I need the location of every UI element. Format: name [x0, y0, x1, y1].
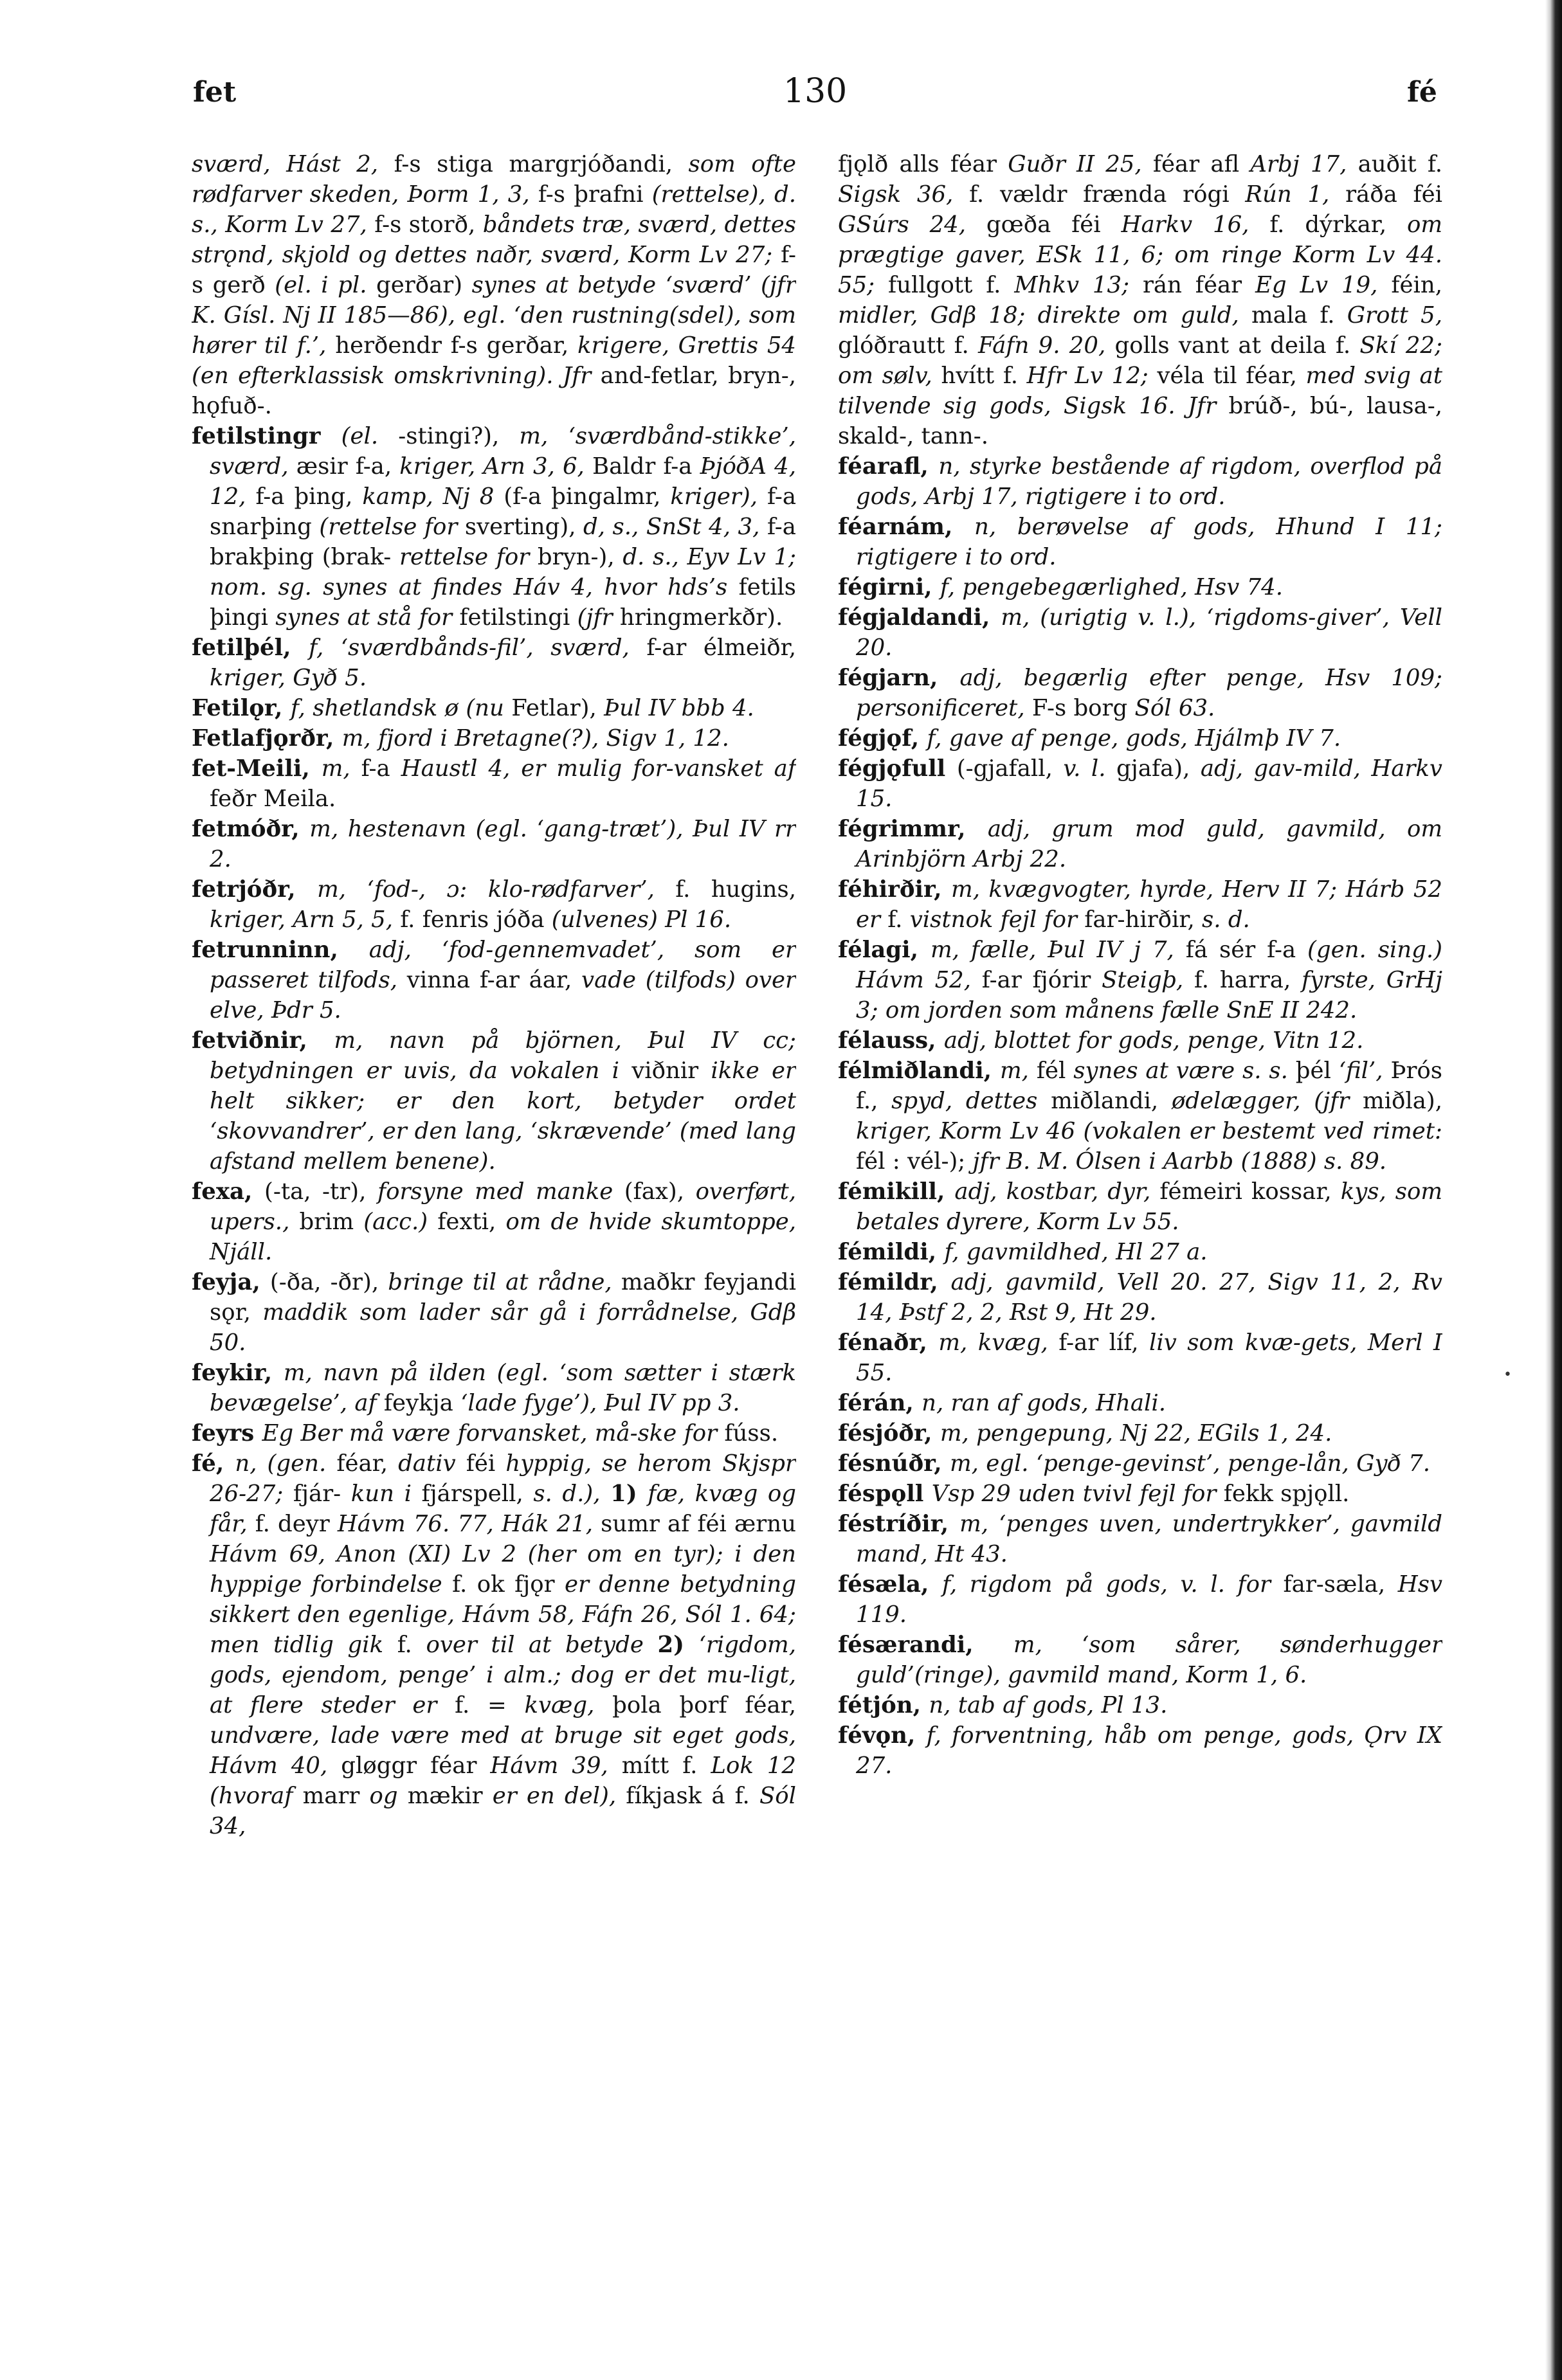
source-text: véla til féar,	[1157, 363, 1306, 389]
definition-text: Eg Ber må være forvansket, må-ske for	[262, 1420, 725, 1447]
definition-text: adj, ‘fod-gennemvadet’, som er passeret tilfods,	[210, 937, 796, 993]
headword: félauss,	[838, 1027, 944, 1054]
definition-text: adj, begærlig efter penge, Hsv 109; personificeret,	[856, 665, 1442, 721]
definition-text: ‘rigdom, gods, ejendom, penge’ i alm.; dog er det mu-ligt, at flere steder er	[210, 1632, 796, 1718]
definition-text: m,	[999, 1058, 1037, 1084]
definition-text: d, s., SnSt 4, 3,	[583, 514, 767, 540]
definition-text: adj, gavmild, Vell 20. 27, Sigv 11, 2, Rv 14, Þstf 2, 2, Rst 9, Ht 29.	[856, 1269, 1442, 1326]
dictionary-entry	[838, 1388, 1442, 1418]
source-text: f-ar líf,	[1058, 1330, 1149, 1356]
source-text: f-a	[361, 755, 401, 782]
source-text: (-gjafall,	[956, 755, 1064, 782]
definition-text: (el. i pl.	[275, 272, 376, 298]
source-text: brúð-, bú-, lausa-, skald-, tann-.	[838, 393, 1442, 449]
headword: fégirni,	[838, 574, 940, 600]
source-text: fúss.	[724, 1420, 779, 1447]
definition-text: om de hvide skumtoppe, Njáll.	[210, 1209, 796, 1265]
headword: fésjóðr,	[838, 1420, 940, 1447]
definition-text: krigere, Grettis 54 (en efterklassisk omskrivning). Jfr	[192, 332, 796, 389]
dictionary-entry	[838, 512, 1442, 572]
source-text: f.	[397, 1632, 426, 1658]
definition-text: m, hestenavn (egl. ‘gang-træt’), Þul IV rr 2.	[210, 816, 796, 872]
headword: fémildi,	[838, 1239, 945, 1265]
source-text: gerðar)	[376, 272, 472, 298]
dictionary-entry	[838, 1328, 1442, 1388]
definition-text: Sól 34,	[210, 1783, 796, 1839]
source-text: herðendr f-s gerðar,	[335, 332, 578, 359]
definition-text: f, pengebegærlighed, Hsv 74.	[940, 574, 1284, 600]
source-text: viðnir	[631, 1058, 711, 1084]
dictionary-entry	[838, 1267, 1442, 1328]
definition-text: (el.	[341, 423, 399, 449]
source-text: (-ða, -ðr),	[269, 1269, 388, 1295]
definition-text: Steigþ,	[1102, 967, 1194, 993]
definition-text: Lok 12 (hvoraf	[210, 1753, 796, 1809]
definition-text: Harkv 16,	[1121, 212, 1270, 238]
definition-text: fyrste, GrHj 3; om jorden som månens fælle SnE II 242.	[856, 967, 1442, 1023]
headword: fetrjóðr,	[192, 876, 318, 903]
scan-edge-shadow	[1545, 0, 1562, 2380]
source-text: gœða féi	[986, 212, 1122, 238]
dictionary-entry	[838, 874, 1442, 935]
source-text: fetils þingi	[210, 574, 796, 631]
headword: fétjón,	[838, 1692, 929, 1718]
source-text: æsir f-a,	[296, 453, 400, 480]
source-text: brim	[299, 1209, 364, 1235]
definition-text: forsyne med manke	[377, 1178, 624, 1205]
source-text: f. hugins,	[675, 876, 796, 903]
definition-text: v. l.	[1063, 755, 1117, 782]
dictionary-entry	[192, 1358, 796, 1418]
headword: fégjaldandi,	[838, 604, 1001, 631]
source-text: far-hirðir,	[1084, 906, 1203, 933]
source-text: (f-a þingalmr,	[504, 483, 671, 510]
definition-text: m, navn på ilden (egl. ‘som sætter i stærk bevægelse’, af	[210, 1360, 796, 1416]
source-text: f-s þrafni	[538, 181, 652, 208]
headword: féstríðir,	[838, 1511, 960, 1537]
headword: fégrimmr,	[838, 816, 988, 842]
right-column	[838, 149, 1442, 2335]
dictionary-entry	[838, 814, 1442, 874]
source-text: miðlandi,	[1051, 1088, 1172, 1114]
definition-text: GSúrs 24,	[838, 212, 986, 238]
source-text: sumr af féi ærnu	[601, 1511, 796, 1537]
definition-text: Þul IV bbb 4.	[604, 695, 754, 721]
definition-text: maddik som lader sår gå i forrådnelse, Gdβ 50.	[210, 1299, 796, 1356]
definition-text: (rettelse for	[319, 514, 465, 540]
dictionary-entry	[192, 633, 796, 693]
headword: férán,	[838, 1390, 922, 1416]
definition-text: ‘lade fyge’), Þul IV pp 3.	[460, 1390, 740, 1416]
dictionary-entry	[838, 1630, 1442, 1690]
headword: fégjǫf,	[838, 725, 927, 752]
definition-text: og	[369, 1783, 408, 1809]
dictionary-entry	[838, 1237, 1442, 1267]
definition-text: m, kvæg,	[938, 1330, 1059, 1356]
definition-text: f, shetlandsk ø (nu	[290, 695, 512, 721]
headword: 1)	[610, 1481, 648, 1507]
source-text: féi	[466, 1450, 506, 1477]
source-text: fjárspell,	[421, 1481, 534, 1507]
headword: fésnúðr,	[838, 1450, 950, 1477]
definition-text: Hávm 39,	[490, 1753, 622, 1779]
headword: fégjǫfull	[838, 755, 957, 782]
source-text: feðr Meila.	[210, 786, 336, 812]
stray-mark: •	[1503, 1367, 1512, 1383]
headword: fetilþél,	[192, 635, 309, 661]
definition-text: ‘fil’,	[1338, 1058, 1391, 1084]
definition-text: liv som kvæ-gets, Merl I 55.	[856, 1330, 1442, 1386]
source-text: marr	[302, 1783, 370, 1809]
definition-text: kriger, Korm Lv 46 (vokalen er bestemt ved rimet:	[856, 1118, 1442, 1144]
definition-text: med svig at tilvende sig gods, Sigsk 16. Jfr	[838, 363, 1442, 419]
dictionary-entry	[838, 602, 1442, 663]
definition-text: m, navn på björnen, Þul IV cc; betydningen er uvis, da vokalen i	[210, 1027, 796, 1084]
definition-text: n, tab af gods, Pl 13.	[929, 1692, 1168, 1718]
definition-text: n, (gen.	[235, 1450, 337, 1477]
definition-text: m, egl. ‘penge-gevinst’, penge-lån, Gyð 7.	[949, 1450, 1431, 1477]
definition-text: kamp, Nj 8	[362, 483, 504, 510]
definition-text: hyppig, se herom Skjspr 26-27;	[210, 1450, 796, 1507]
definition-text: vade (tilfods) over elve, Þdr 5.	[210, 967, 796, 1023]
definition-text: kun i	[350, 1481, 422, 1507]
source-text: f. harra,	[1194, 967, 1302, 993]
definition-text: f, rigdom på gods, v. l. for	[941, 1571, 1284, 1598]
definition-text: Grott 5,	[1347, 302, 1442, 329]
page-header	[0, 72, 1562, 121]
dictionary-entry	[192, 1267, 796, 1358]
definition-text: er en del),	[492, 1783, 626, 1809]
definition-text: båndets træ, sværd, dettes strǫnd, skjold og dettes naðr, sværd, Korm Lv 27;	[192, 212, 796, 268]
source-text: fullgott f.	[888, 272, 1015, 298]
source-text: gløggr féar	[341, 1753, 491, 1779]
definition-text: Skí 22; om sølv,	[838, 332, 1442, 389]
headword: fetilstingr	[192, 423, 341, 449]
definition-text: Fáfn 9. 20,	[978, 332, 1115, 359]
dictionary-entry	[192, 874, 796, 935]
dictionary-entry	[838, 753, 1442, 814]
definition-text: m, ‘penges uven, undertrykker’, gavmild mand, Ht 43.	[856, 1511, 1442, 1567]
dictionary-entry	[192, 1025, 796, 1176]
dictionary-entry	[838, 451, 1442, 512]
source-text: f-s gerð	[192, 242, 796, 298]
definition-text: som ofte rødfarver skeden, Þorm 1, 3,	[192, 151, 796, 208]
source-text: fél	[1036, 1058, 1074, 1084]
definition-text: s. d.	[1202, 906, 1250, 933]
headword: fé,	[192, 1450, 235, 1477]
source-text: f. =	[455, 1692, 525, 1718]
definition-text: Hsv 119.	[856, 1571, 1442, 1628]
dictionary-entry	[192, 1448, 796, 1841]
definition-text: midler, Gdβ 18; direkte om guld,	[838, 302, 1251, 329]
definition-text: m, (urigtig v. l.), ‘rigdoms-giver’, Vell 20.	[856, 604, 1442, 661]
definition-text: n, ran af gods, Hhali.	[922, 1390, 1166, 1416]
source-text: auðit f.	[1358, 151, 1442, 177]
source-text: f-ar élmeiðr,	[646, 635, 796, 661]
source-text: and-fetlar, bryn-, hǫfuð-.	[192, 363, 796, 419]
dictionary-entry	[192, 693, 796, 723]
definition-text: adj, grum mod guld, gavmild, om Arinbjörn Arbj 22.	[856, 816, 1442, 872]
headword: fetmóðr,	[192, 816, 310, 842]
dictionary-entry	[838, 663, 1442, 723]
headword: féarnám,	[838, 514, 975, 540]
source-text: Fetlar),	[511, 695, 604, 721]
definition-text: m, pengepung, Nj 22, EGils 1, 24.	[940, 1420, 1332, 1447]
entry-continuation	[192, 149, 796, 421]
dictionary-entry	[838, 572, 1442, 602]
dictionary-entry	[838, 1418, 1442, 1448]
dictionary-entry	[838, 1176, 1442, 1237]
source-text: Þrós f.,	[856, 1058, 1442, 1114]
headword: fésæla,	[838, 1571, 942, 1598]
source-text: feykja	[383, 1390, 461, 1416]
source-text: bryn-),	[537, 544, 623, 570]
definition-text: kvæg,	[524, 1692, 613, 1718]
source-text: fá sér f-a	[1185, 937, 1308, 963]
dictionary-entry	[838, 1720, 1442, 1781]
left-column	[192, 149, 796, 2335]
definition-text: m, ‘som sårer, sønderhugger guld’(ringe), gavmild mand, Korm 1, 6.	[856, 1632, 1442, 1688]
source-text: féar,	[336, 1450, 399, 1477]
source-text: fél : vél-);	[856, 1148, 973, 1175]
headword: fégjarn,	[838, 665, 960, 691]
headword: félagi,	[838, 937, 931, 963]
dictionary-entry	[838, 1690, 1442, 1720]
definition-text: jfr B. M. Ólsen i Aarbb (1888) s. 89.	[972, 1148, 1387, 1175]
source-text: f. ok fjǫr	[452, 1571, 565, 1598]
headword: feykir,	[192, 1360, 284, 1386]
headword: félmiðlandi,	[838, 1058, 1000, 1084]
source-text: mækir	[407, 1783, 493, 1809]
headword: fet-Meili,	[192, 755, 322, 782]
definition-text: s. d.),	[533, 1481, 611, 1507]
definition-text: m, ‘fod-, ɔ: klo-rødfarver’,	[317, 876, 676, 903]
source-text: f-ar fjórir	[981, 967, 1102, 993]
source-text: maðkr feyjandi sǫr,	[210, 1269, 796, 1326]
definition-text: ÞjóðA 4, 12,	[210, 453, 796, 510]
dictionary-entry	[838, 723, 1442, 753]
headword: fetviðnir,	[192, 1027, 334, 1054]
source-text: fetilstingi	[459, 604, 577, 631]
source-text: F-s borg	[1031, 695, 1135, 721]
source-text: f-s stiga margrjóðandi,	[394, 151, 689, 177]
dictionary-entry	[192, 753, 796, 814]
headword: féspǫll	[838, 1481, 932, 1507]
source-text: féar afl	[1152, 151, 1251, 177]
definition-text: (jfr	[577, 604, 620, 631]
definition-text: bringe til at rådne,	[388, 1269, 621, 1295]
definition-text: fæ, kvæg og får,	[210, 1481, 796, 1537]
definition-text: synes at stå for	[275, 604, 460, 631]
definition-text: (acc.)	[363, 1209, 438, 1235]
headword: fémikill,	[838, 1178, 955, 1205]
source-text: mala f.	[1251, 302, 1347, 329]
source-text: miðla),	[1362, 1088, 1442, 1114]
source-text: mítt f.	[621, 1753, 711, 1779]
dictionary-entry	[838, 1509, 1442, 1569]
definition-text: f, forventning, håb om penge, gods, Ǫrv IX 27.	[856, 1722, 1442, 1779]
definition-text: (rettelse), d. s., Korm Lv 27,	[192, 181, 796, 238]
definition-text: kriger, Arn 3, 6,	[399, 453, 592, 480]
definition-text: vistnok fejl for	[909, 906, 1085, 933]
headword: fénaðr,	[838, 1330, 939, 1356]
definition-text: kriger, Gyð 5.	[210, 665, 367, 691]
source-text: þél	[1295, 1058, 1339, 1084]
headword: fésærandi,	[838, 1632, 1013, 1658]
definition-text: Sól 63.	[1134, 695, 1215, 721]
right-guide-word: fé	[1407, 76, 1437, 109]
definition-text: undvære, lade være med at bruge sit eget gods, Hávm 40,	[210, 1722, 796, 1779]
definition-text: er denne betydning sikkert den egenlige, Hávm 58, Fáfn 26, Sól 1. 64; men tidlig gik	[210, 1571, 796, 1658]
dictionary-entry	[838, 1569, 1442, 1630]
definition-text: m, kvægvogter, hyrde, Herv II 7; Hárb 52 er	[856, 876, 1442, 933]
definition-text: f, gavmildhed, Hl 27 a.	[944, 1239, 1208, 1265]
source-text: f-s storð,	[374, 212, 483, 238]
headword: Fetilǫr,	[192, 695, 291, 721]
source-text: far-sæla,	[1283, 1571, 1398, 1598]
definition-text: kriger, Arn 5, 5,	[210, 906, 401, 933]
headword: féhirðir,	[838, 876, 952, 903]
definition-text: (gen. sing.) Hávm 52,	[856, 937, 1442, 993]
definition-text: m, fælle, Þul IV j 7,	[931, 937, 1186, 963]
definition-text: m, fjord i Bretagne(?), Sigv 1, 12.	[341, 725, 729, 752]
definition-text: Hfr Lv 12;	[1026, 363, 1158, 389]
definition-text: dativ	[398, 1450, 466, 1477]
headword: fetrunninn,	[192, 937, 369, 963]
source-text: glóðrautt f.	[838, 332, 979, 359]
headword: feyja,	[192, 1269, 270, 1295]
source-text: féin,	[1391, 272, 1442, 298]
definition-text: synes at være s. s.	[1073, 1058, 1296, 1084]
left-guide-word: fet	[193, 76, 237, 109]
dictionary-entry	[192, 1418, 796, 1448]
dictionary-entry	[192, 814, 796, 874]
definition-text: sværd, Hást 2,	[192, 151, 394, 177]
source-text: f. dýrkar,	[1269, 212, 1407, 238]
source-text: f-a brakþing (brak-	[210, 514, 796, 570]
source-text: gjafa),	[1116, 755, 1201, 782]
dictionary-entry	[192, 723, 796, 753]
definition-text: (ulvenes) Pl 16.	[551, 906, 732, 933]
definition-text: Guðr II 25,	[1008, 151, 1153, 177]
source-text: þola þorf féar,	[612, 1692, 796, 1718]
definition-text: f, ‘sværdbånds-fil’, sværd,	[309, 635, 647, 661]
headword: féarafl,	[838, 453, 939, 480]
source-text: f. deyr	[255, 1511, 338, 1537]
headword: 2)	[657, 1632, 699, 1658]
definition-text: Mhkv 13;	[1014, 272, 1143, 298]
definition-text: Haustl 4, er mulig for-vansket af	[401, 755, 796, 782]
definition-text: om prægtige gaver, ESk 11, 6; om ringe Korm Lv 44. 55;	[838, 212, 1442, 298]
definition-text: ødelægger, (jfr	[1171, 1088, 1363, 1114]
source-text: sverting),	[464, 514, 584, 540]
page-number: 130	[783, 72, 848, 111]
source-text: fexti,	[437, 1209, 506, 1235]
source-text: fíkjask á f.	[626, 1783, 759, 1809]
dictionary-entry	[192, 421, 796, 633]
source-text: ráða féi	[1345, 181, 1442, 208]
definition-text: f, gave af penge, gods, Hjálmþ IV 7.	[927, 725, 1341, 752]
definition-text: Hávm 69, Anon (XI) Lv 2 (her om en tyr); i den hyppige forbindelse	[210, 1541, 796, 1598]
dictionary-entry	[192, 1176, 796, 1267]
headword: feyrs	[192, 1420, 262, 1447]
source-text: -stingi?),	[398, 423, 520, 449]
source-text: f-a snarþing	[210, 483, 796, 540]
definition-text: Hávm 76. 77, Hák 21,	[337, 1511, 601, 1537]
source-text: f. fenris jóða	[400, 906, 552, 933]
definition-text: over til at betyde	[426, 1632, 658, 1658]
headword: fexa,	[192, 1178, 264, 1205]
source-text: hringmerkðr).	[619, 604, 783, 631]
source-text: golls vant at deila f.	[1114, 332, 1360, 359]
definition-text: n, berøvelse af gods, Hhund I 11; rigtigere i to ord.	[856, 514, 1442, 570]
definition-text: d. s., Eyv Lv 1; nom. sg. synes at findes Háv 4, hvor hds’s	[210, 544, 796, 600]
dictionary-entry	[838, 935, 1442, 1025]
definition-text: Vsp 29 uden tvivl fejl for	[931, 1481, 1224, 1507]
headword: févǫn,	[838, 1722, 927, 1749]
definition-text: rettelse for	[399, 544, 538, 570]
definition-text: m,	[321, 755, 361, 782]
definition-text: adj, gav-mild, Harkv 15.	[856, 755, 1442, 812]
dictionary-entry	[838, 1479, 1442, 1509]
definition-text: synes at betyde ‘sværd’ (jfr K. Gísl. Nj II 185—86), egl. ‘den rustning(sdel), som hører til f.’,	[192, 272, 796, 359]
source-text: fémeiri kossar,	[1159, 1178, 1341, 1205]
entry-continuation	[838, 149, 1442, 451]
source-text: fekk spjǫll.	[1223, 1481, 1350, 1507]
source-text: vinna f-ar áar,	[406, 967, 582, 993]
definition-text: Arbj 17,	[1250, 151, 1358, 177]
definition-text: Eg Lv 19,	[1255, 272, 1392, 298]
source-text: Baldr f-a	[592, 453, 700, 480]
dictionary-entry	[838, 1056, 1442, 1176]
source-text: hvítt f.	[941, 363, 1027, 389]
source-text: fjǫlð alls féar	[838, 151, 1008, 177]
source-text: (-ta, -tr),	[264, 1178, 377, 1205]
dictionary-entry	[192, 935, 796, 1025]
source-text: (fax),	[624, 1178, 696, 1205]
source-text: f-a þing,	[255, 483, 363, 510]
definition-text: overført, upers.,	[210, 1178, 796, 1235]
source-text: rán féar	[1142, 272, 1255, 298]
dictionary-entry	[838, 1025, 1442, 1056]
definition-text: kys, som betales dyrere, Korm Lv 55.	[856, 1178, 1442, 1235]
definition-text: ikke er helt sikker; er den kort, betyder ordet ‘skovvandrer’, er den lang, ‘skrævende’ (med lang afstand mellem benene).	[210, 1058, 796, 1175]
source-text: f. vældr frænda rógi	[969, 181, 1246, 208]
definition-text: spyd, dettes	[891, 1088, 1051, 1114]
headword: fémildr,	[838, 1269, 951, 1295]
source-text: fjár-	[293, 1481, 351, 1507]
dictionary-entry	[838, 1448, 1442, 1479]
definition-text: Sigsk 36,	[838, 181, 970, 208]
definition-text: Rún 1,	[1245, 181, 1346, 208]
definition-text: adj, kostbar, dyr,	[954, 1178, 1160, 1205]
headword: Fetlafjǫrðr,	[192, 725, 342, 752]
source-text: f.	[887, 906, 910, 933]
definition-text: kriger),	[670, 483, 767, 510]
definition-text: m, ‘sværdbånd-stikke’, sværd,	[210, 423, 796, 480]
definition-text: adj, blottet for gods, penge, Vitn 12.	[943, 1027, 1364, 1054]
definition-text: n, styrke bestående af rigdom, overflod på gods, Arbj 17, rigtigere i to ord.	[856, 453, 1442, 510]
